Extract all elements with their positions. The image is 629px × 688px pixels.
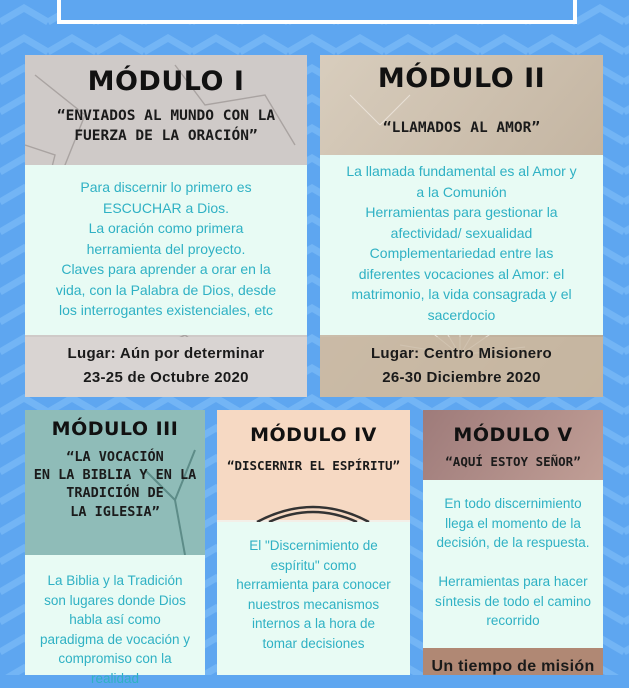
module-1-dates: 23-25 de Octubre 2020 xyxy=(83,369,249,386)
module-3-card xyxy=(25,410,205,686)
module-5-title: MÓDULO V xyxy=(453,424,573,446)
module-1-location: Lugar: Aún por determinar xyxy=(67,345,265,362)
module-4-card xyxy=(217,410,410,675)
module-3-description: La Biblia y la Tradición son lugares donde Dios habla así como paradigma de vocación y compromiso con la realidad xyxy=(25,555,205,675)
module-1-title: MÓDULO I xyxy=(87,66,245,97)
module-5-card xyxy=(423,410,603,675)
module-2-subtitle: “LLAMADOS AL AMOR” xyxy=(382,120,541,136)
module-2-location: Lugar: Centro Misionero xyxy=(370,345,553,362)
module-3-title: MÓDULO III xyxy=(51,418,179,440)
module-4-description: El "Discernimiento de espíritu" como herramienta para conocer nuestros mecanismos internos a la hora de tomar decisiones xyxy=(217,522,410,675)
module-2-title: MÓDULO II xyxy=(377,63,546,94)
module-4-subtitle: “DISCERNIR EL ESPÍRITU” xyxy=(226,458,401,473)
module-2-description: La llamada fundamental es al Amor y a la Comunión Herramientas para gestionar la afectividad/ sexualidad Complementariedad entre las diferentes vocaciones al Amor: el matrimonio, la vida consagrada y el sacerdocio xyxy=(320,155,603,335)
module-1-card xyxy=(25,55,307,397)
module-2-dates: 26-30 Diciembre 2020 xyxy=(382,369,541,386)
module-5-description: En todo discernimiento llega el momento de la decisión, de la respuesta. Herramientas para hacer síntesis de todo el camino recorrido xyxy=(423,480,603,648)
module-1-subtitle: “ENVIADOS AL MUNDO CON LA FUERZA DE LA ORACIÓN” xyxy=(56,108,276,144)
module-2-card xyxy=(320,55,603,397)
module-5-subtitle: “AQUÍ ESTOY SEÑOR” xyxy=(445,454,581,469)
module-5-footer: Un tiempo de misión xyxy=(431,658,595,675)
module-4-title: MÓDULO IV xyxy=(250,424,377,446)
module-1-description: Para discernir lo primero es ESCUCHAR a Dios. La oración como primera herramienta del proyecto. Claves para aprender a orar en la vida, con la Palabra de Dios, desde los interrogantes existenciales, etc xyxy=(25,165,307,335)
top-banner-frame xyxy=(57,0,577,24)
module-3-subtitle: “LA VOCACIÓN EN LA BIBLIA Y EN LA TRADICIÓN DE LA IGLESIA” xyxy=(33,449,197,520)
